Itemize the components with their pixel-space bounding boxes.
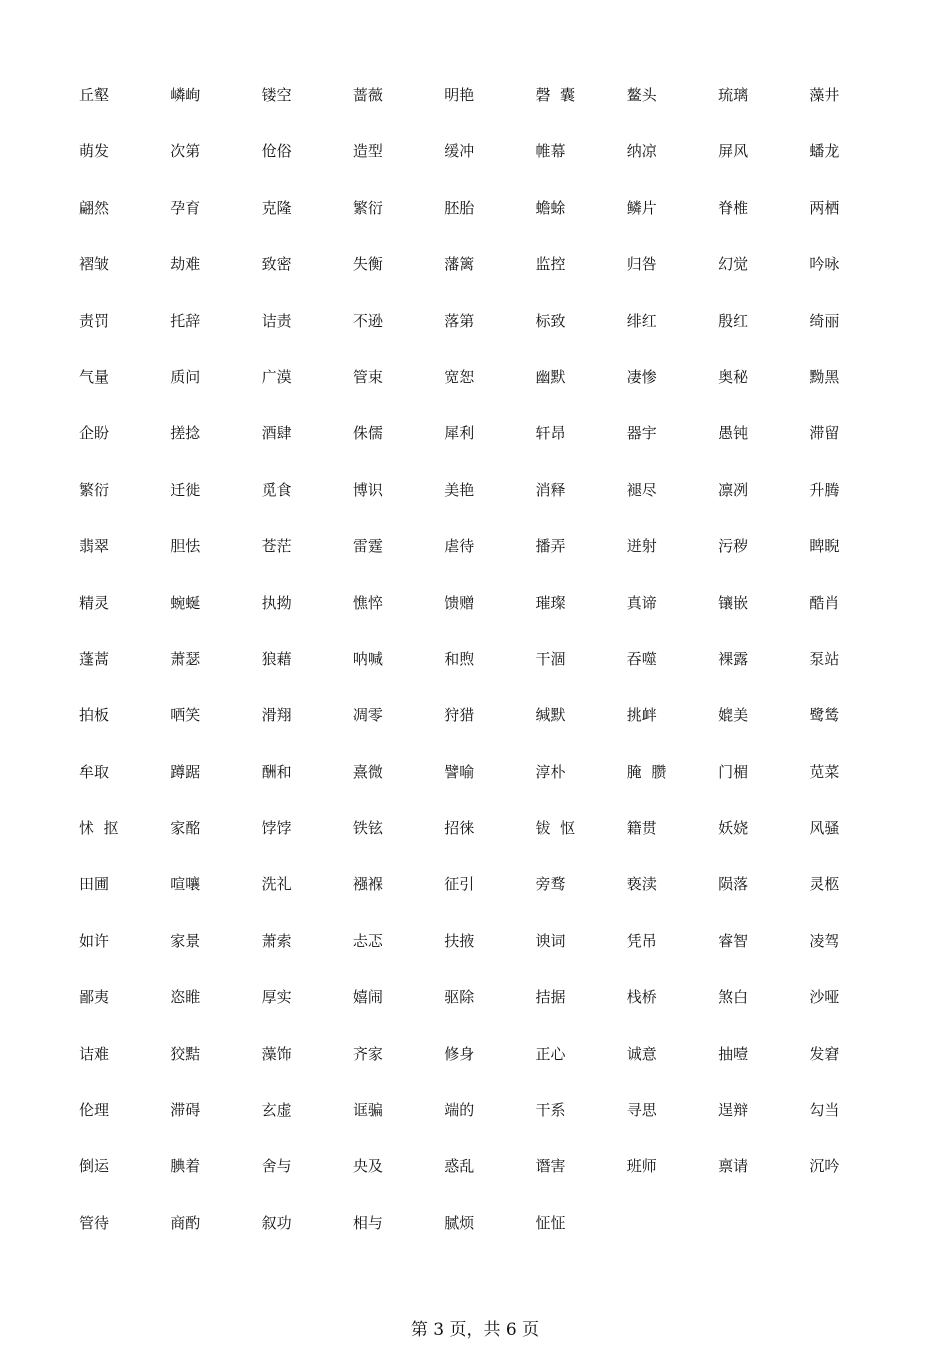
vocabulary-word: 翡翠 [79, 537, 110, 556]
vocabulary-word: 觅食 [261, 480, 292, 499]
vocabulary-word: 磬 囊 [535, 86, 576, 104]
vocabulary-word: 煞白 [718, 988, 749, 1007]
vocabulary-word: 伧俗 [261, 142, 292, 161]
vocabulary-word: 鄙夷 [79, 988, 110, 1007]
vocabulary-word: 吟咏 [809, 255, 840, 274]
vocabulary-word: 泵站 [809, 649, 840, 668]
vocabulary-word: 不逊 [352, 311, 383, 330]
vocabulary-word: 宽恕 [444, 367, 475, 386]
vocabulary-word: 凋零 [352, 706, 383, 725]
vocabulary-word: 挑衅 [626, 706, 657, 725]
vocabulary-word: 勾当 [809, 1101, 840, 1120]
vocabulary-word: 造型 [352, 142, 383, 161]
vocabulary-word: 萧瑟 [170, 649, 201, 668]
vocabulary-word: 褪尽 [626, 480, 657, 499]
vocabulary-word: 谮害 [535, 1157, 566, 1176]
vocabulary-word: 镶嵌 [718, 593, 749, 612]
vocabulary-word: 犀利 [444, 424, 475, 443]
vocabulary-word: 滞留 [809, 424, 840, 443]
vocabulary-word: 消释 [535, 480, 566, 499]
vocabulary-word: 失衡 [352, 255, 383, 274]
vocabulary-word: 蓬蒿 [79, 649, 110, 668]
vocabulary-word: 妖娆 [718, 819, 749, 838]
vocabulary-word: 缄默 [535, 706, 566, 725]
vocabulary-word: 精灵 [79, 593, 110, 612]
vocabulary-word: 家酩 [170, 819, 201, 838]
vocabulary-word: 广漠 [261, 367, 292, 386]
vocabulary-word: 征引 [444, 875, 475, 894]
vocabulary-word: 商酌 [170, 1213, 201, 1232]
vocabulary-word: 襁褓 [352, 875, 383, 894]
vocabulary-word: 诘难 [79, 1044, 110, 1063]
vocabulary-word: 标致 [535, 311, 566, 330]
vocabulary-word: 谀词 [535, 931, 566, 950]
vocabulary-word: 酒肆 [261, 424, 292, 443]
vocabulary-word: 璀璨 [535, 593, 566, 612]
vocabulary-word: 灵柩 [809, 875, 840, 894]
vocabulary-word: 班师 [626, 1157, 657, 1176]
vocabulary-word: 殷红 [718, 311, 749, 330]
vocabulary-word: 裸露 [718, 649, 749, 668]
vocabulary-word: 馈赠 [444, 593, 475, 612]
vocabulary-word: 器宇 [626, 424, 657, 443]
vocabulary-word: 牟取 [79, 762, 110, 781]
vocabulary-word: 滞碍 [170, 1101, 201, 1120]
vocabulary-word: 怔怔 [535, 1213, 566, 1232]
vocabulary-word: 寻思 [626, 1101, 657, 1120]
vocabulary-word: 憔悴 [352, 593, 383, 612]
vocabulary-word: 籍贯 [626, 819, 657, 838]
vocabulary-word: 雷霆 [352, 537, 383, 556]
vocabulary-word: 蔷薇 [352, 86, 383, 104]
vocabulary-word: 升腾 [809, 480, 840, 499]
vocabulary-word: 干系 [535, 1101, 566, 1120]
vocabulary-word: 腆着 [170, 1157, 201, 1176]
vocabulary-word: 管待 [79, 1213, 110, 1232]
vocabulary-word: 鳌头 [626, 86, 657, 104]
vocabulary-word: 铁铉 [352, 819, 383, 838]
vocabulary-word: 侏儒 [352, 424, 383, 443]
vocabulary-word: 镂空 [261, 86, 292, 104]
vocabulary-word: 克隆 [261, 198, 292, 217]
vocabulary-word: 沉吟 [809, 1157, 840, 1176]
vocabulary-word: 酷肖 [809, 593, 840, 612]
vocabulary-word: 责罚 [79, 311, 110, 330]
vocabulary-word: 轩昂 [535, 424, 566, 443]
vocabulary-word: 繁衍 [352, 198, 383, 217]
vocabulary-word: 质问 [170, 367, 201, 386]
page-number: 第 3 页，共 6 页 [410, 1320, 540, 1340]
vocabulary-word: 田圃 [79, 875, 110, 894]
vocabulary-word: 如许 [79, 931, 110, 950]
vocabulary-word: 饽饽 [261, 819, 292, 838]
vocabulary-word: 胚胎 [444, 198, 475, 217]
vocabulary-word: 狡黠 [170, 1044, 201, 1063]
vocabulary-word: 诘责 [261, 311, 292, 330]
vocabulary-word: 亵渎 [626, 875, 657, 894]
vocabulary-word: 两栖 [809, 198, 840, 217]
vocabulary-word: 愚钝 [718, 424, 749, 443]
vocabulary-word: 睥睨 [809, 537, 840, 556]
vocabulary-word: 厚实 [261, 988, 292, 1007]
vocabulary-word: 扶掖 [444, 931, 475, 950]
vocabulary-word: 禀请 [718, 1157, 749, 1176]
vocabulary-word: 门楣 [718, 762, 749, 781]
vocabulary-word: 招徕 [444, 819, 475, 838]
vocabulary-word: 胆怯 [170, 537, 201, 556]
vocabulary-word: 舍与 [261, 1157, 292, 1176]
vocabulary-word: 逞辩 [718, 1101, 749, 1120]
vocabulary-word: 正心 [535, 1044, 566, 1063]
vocabulary-word: 劫难 [170, 255, 201, 274]
vocabulary-word: 栈桥 [626, 988, 657, 1007]
vocabulary-word: 齐家 [352, 1044, 383, 1063]
vocabulary-word: 帷幕 [535, 142, 566, 161]
vocabulary-word: 缓冲 [444, 142, 475, 161]
vocabulary-word: 鳞片 [626, 198, 657, 217]
vocabulary-word: 明艳 [444, 86, 475, 104]
vocabulary-word: 哂笑 [170, 706, 201, 725]
vocabulary-word: 蟠龙 [809, 142, 840, 161]
vocabulary-word: 凛冽 [718, 480, 749, 499]
vocabulary-word: 酬和 [261, 762, 292, 781]
vocabulary-word: 喧嚷 [170, 875, 201, 894]
vocabulary-word: 淳朴 [535, 762, 566, 781]
vocabulary-word: 腌 臜 [626, 762, 667, 781]
vocabulary-word: 美艳 [444, 480, 475, 499]
vocabulary-word: 翩然 [79, 198, 110, 217]
vocabulary-word: 落第 [444, 311, 475, 330]
vocabulary-word: 腻烦 [444, 1213, 475, 1232]
vocabulary-word: 虐待 [444, 537, 475, 556]
vocabulary-word: 黝黑 [809, 367, 840, 386]
vocabulary-word: 钹 怄 [535, 819, 576, 838]
vocabulary-word: 屏风 [718, 142, 749, 161]
vocabulary-word: 旁骛 [535, 875, 566, 894]
vocabulary-word: 惑乱 [444, 1157, 475, 1176]
vocabulary-word: 狩猎 [444, 706, 475, 725]
vocabulary-word: 污秽 [718, 537, 749, 556]
vocabulary-word: 苍茫 [261, 537, 292, 556]
vocabulary-word: 归咎 [626, 255, 657, 274]
vocabulary-word: 萧索 [261, 931, 292, 950]
vocabulary-word: 褶皱 [79, 255, 110, 274]
vocabulary-word: 倒运 [79, 1157, 110, 1176]
vocabulary-word: 睿智 [718, 931, 749, 950]
vocabulary-word: 奥秘 [718, 367, 749, 386]
vocabulary-word: 博识 [352, 480, 383, 499]
vocabulary-word: 家景 [170, 931, 201, 950]
vocabulary-word: 凌驾 [809, 931, 840, 950]
vocabulary-word: 迸射 [626, 537, 657, 556]
vocabulary-word: 蜿蜒 [170, 593, 201, 612]
vocabulary-word: 幻觉 [718, 255, 749, 274]
vocabulary-word: 致密 [261, 255, 292, 274]
vocabulary-word: 嶙峋 [170, 86, 201, 104]
vocabulary-word: 怵 抠 [79, 819, 119, 838]
vocabulary-word: 真谛 [626, 593, 657, 612]
vocabulary-word: 相与 [352, 1213, 383, 1232]
vocabulary-word: 恣睢 [170, 988, 201, 1007]
vocabulary-word: 播弄 [535, 537, 566, 556]
vocabulary-word: 狼藉 [261, 649, 292, 668]
vocabulary-word: 譬喻 [444, 762, 475, 781]
vocabulary-word: 滑翔 [261, 706, 292, 725]
vocabulary-word: 风骚 [809, 819, 840, 838]
vocabulary-word: 藻井 [809, 86, 840, 104]
vocabulary-word: 蹲踞 [170, 762, 201, 781]
vocabulary-word: 诚意 [626, 1044, 657, 1063]
vocabulary-word: 拮据 [535, 988, 566, 1007]
vocabulary-word: 拍板 [79, 706, 110, 725]
vocabulary-word: 企盼 [79, 424, 110, 443]
vocabulary-word: 诓骗 [352, 1101, 383, 1120]
vocabulary-word: 发窘 [809, 1044, 840, 1063]
vocabulary-word: 监控 [535, 255, 566, 274]
vocabulary-word: 凭吊 [626, 931, 657, 950]
vocabulary-word: 琉璃 [718, 86, 749, 104]
vocabulary-word: 凄惨 [626, 367, 657, 386]
vocabulary-word: 幽默 [535, 367, 566, 386]
vocabulary-grid [79, 79, 899, 1263]
vocabulary-word: 萌发 [79, 142, 110, 161]
vocabulary-word: 孕育 [170, 198, 201, 217]
vocabulary-word: 熹微 [352, 762, 383, 781]
vocabulary-word: 托辞 [170, 311, 201, 330]
vocabulary-word: 繁衍 [79, 480, 110, 499]
vocabulary-word: 央及 [352, 1157, 383, 1176]
vocabulary-word: 纳凉 [626, 142, 657, 161]
vocabulary-word: 伦理 [79, 1101, 110, 1120]
vocabulary-word: 和煦 [444, 649, 475, 668]
vocabulary-word: 驱除 [444, 988, 475, 1007]
vocabulary-word: 藩篱 [444, 255, 475, 274]
vocabulary-word: 蟾蜍 [535, 198, 566, 217]
vocabulary-word: 呐喊 [352, 649, 383, 668]
vocabulary-word: 洗礼 [261, 875, 292, 894]
vocabulary-word: 藻饰 [261, 1044, 292, 1063]
vocabulary-word: 修身 [444, 1044, 475, 1063]
vocabulary-word: 沙哑 [809, 988, 840, 1007]
vocabulary-word: 绯红 [626, 311, 657, 330]
vocabulary-word: 苋菜 [809, 762, 840, 781]
vocabulary-word: 迁徙 [170, 480, 201, 499]
vocabulary-word: 搓捻 [170, 424, 201, 443]
vocabulary-word: 玄虚 [261, 1101, 292, 1120]
vocabulary-word: 媲美 [718, 706, 749, 725]
vocabulary-word: 次第 [170, 142, 201, 161]
vocabulary-word: 管束 [352, 367, 383, 386]
vocabulary-word: 绮丽 [809, 311, 840, 330]
vocabulary-word: 吞噬 [626, 649, 657, 668]
vocabulary-word: 忐忑 [352, 931, 383, 950]
vocabulary-word: 气量 [79, 367, 110, 386]
vocabulary-word: 端的 [444, 1101, 475, 1120]
vocabulary-word: 执拗 [261, 593, 292, 612]
vocabulary-word: 抽噎 [718, 1044, 749, 1063]
vocabulary-word: 脊椎 [718, 198, 749, 217]
vocabulary-word: 干涸 [535, 649, 566, 668]
vocabulary-word: 丘壑 [79, 86, 110, 104]
vocabulary-word: 叙功 [261, 1213, 292, 1232]
vocabulary-word: 嬉闹 [352, 988, 383, 1007]
vocabulary-word: 鹭鸶 [809, 706, 840, 725]
vocabulary-word: 陨落 [718, 875, 749, 894]
